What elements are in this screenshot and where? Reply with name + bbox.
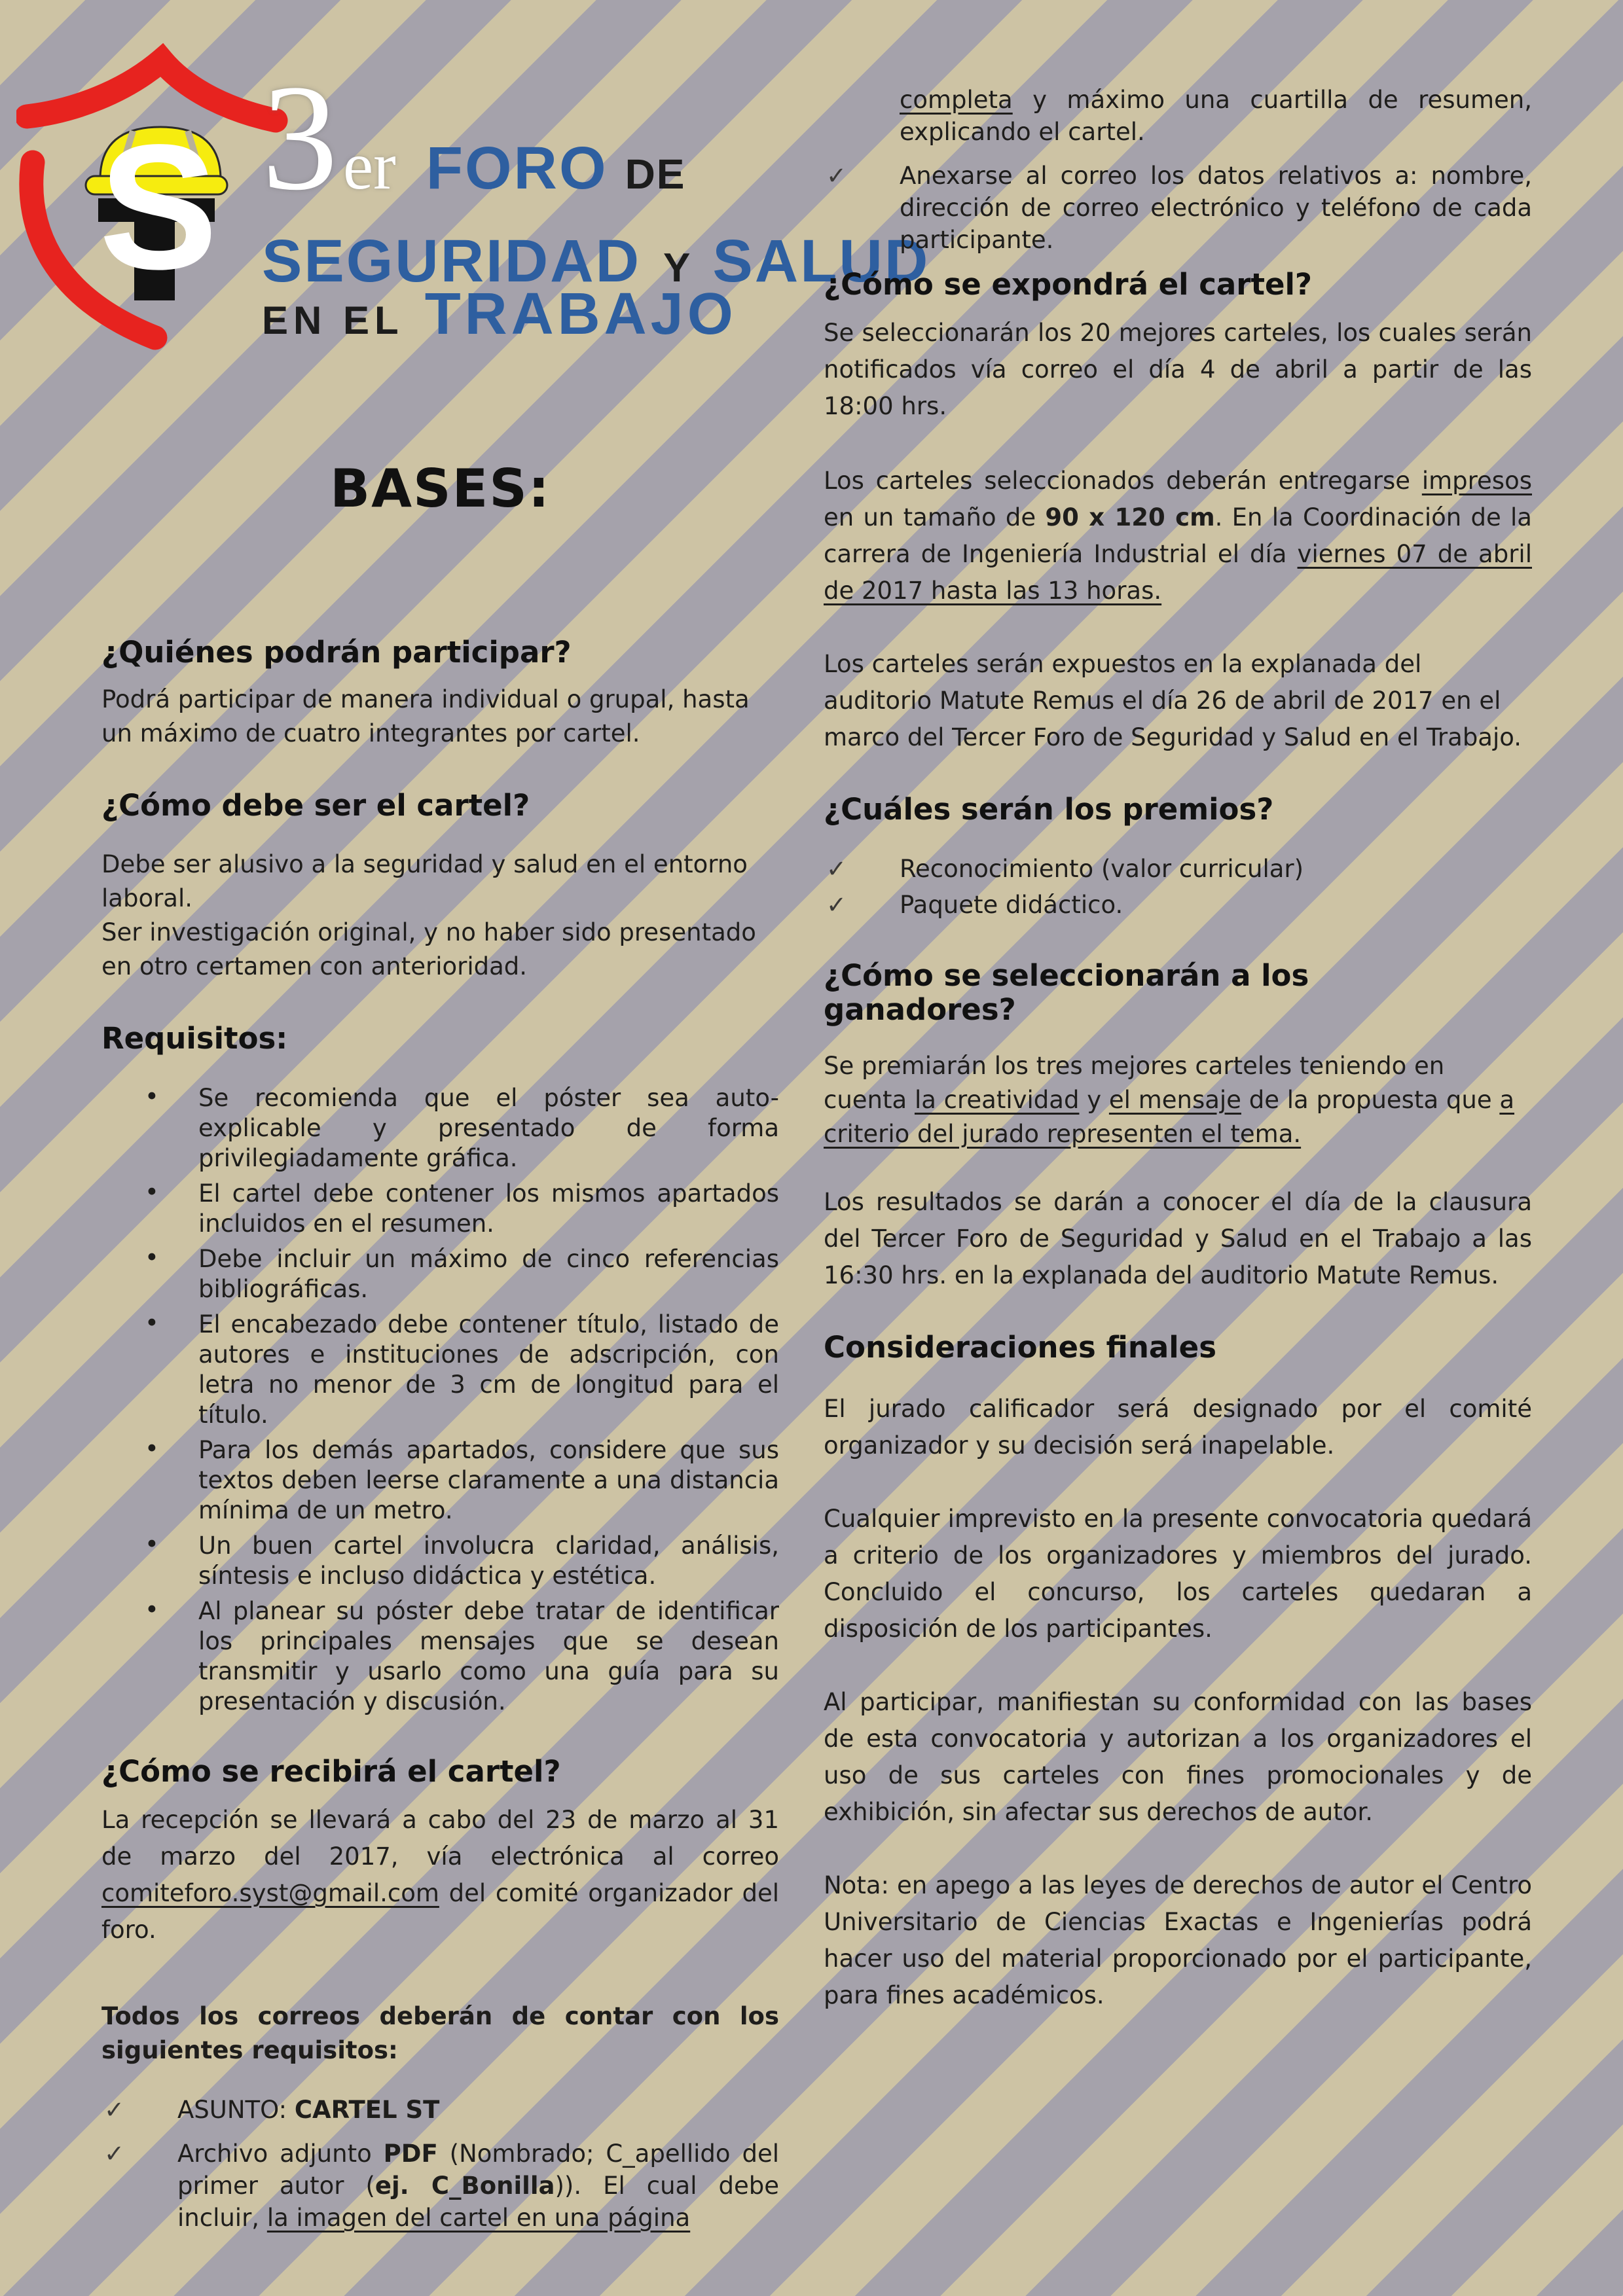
check-icon: ✓ (826, 855, 847, 883)
paragraph-investigacion: Ser investigación original, y no haber sido presentado en otro certamen con anterioridad. (101, 918, 756, 980)
bullet-text: El encabezado debe contener título, listado de autores e instituciones de adscripción, con letra no menor de 3 cm de longitud para el título. (198, 1310, 779, 1429)
check-text: Anexarse al correo los datos relativos a: nombre, dirección de correo electrónico y teléfono de cada participante. (900, 162, 1532, 254)
title-salud: SALUD (712, 228, 930, 295)
paragraph-alusivo: Debe ser alusivo a la seguridad y salud en el entorno laboral. (101, 850, 748, 912)
bullet-icon: • (145, 1596, 159, 1624)
paragraph-correos-intro: Todos los correos deberán de contar con los siguientes requisitos: (101, 2002, 779, 2064)
title-foro: FORO (426, 135, 608, 202)
bullet-icon: • (145, 1435, 159, 1463)
check-item (101, 2094, 779, 2126)
paragraph-jurado: El jurado calificador será designado por el comité organizador y su decisión será inapelable. (824, 1395, 1532, 1460)
check-text: completa y máximo una cuartilla de resumen, explicando el cartel. (900, 86, 1532, 146)
check-item (824, 160, 1532, 256)
bullet-text: Debe incluir un máximo de cinco referencias bibliográficas. (198, 1245, 779, 1303)
check-icon: ✓ (104, 2096, 125, 2124)
bases-title: BASES: (330, 458, 551, 519)
paragraph-recepcion: La recepción se llevará a cabo del 23 de marzo al 31 de marzo del 2017, vía electrónica al correo comiteforo.syst@gmail.com del comité organizador del foro. (101, 1806, 779, 1944)
adjunto-checklist-continuation (824, 84, 1532, 256)
paragraph-conformidad: Al participar, manifiestan su conformidad con las bases de esta convocatoria y autorizan a los organizadores el uso de sus carteles con fines promocionales y de exhibición, sin afectar sus derechos de autor. (824, 1688, 1532, 1826)
bullet-item (101, 1179, 779, 1239)
check-item (101, 2138, 779, 2234)
heading-requisitos: Requisitos: (101, 1021, 288, 1056)
paragraph-expuestos: Los carteles serán expuestos en la explanada del auditorio Matute Remus el día 26 de abril de 2017 en el marco del Tercer Foro de Seguridad y Salud en el Trabajo. (824, 650, 1522, 751)
bullet-icon: • (145, 1178, 159, 1206)
check-text: ASUNTO: CARTEL ST (177, 2096, 440, 2124)
title-de: DE (625, 151, 686, 198)
check-text: Reconocimiento (valor curricular) (900, 855, 1304, 883)
paragraph-resultados: Los resultados se darán a conocer el día de la clausura del Tercer Foro de Seguridad y Salud en el Trabajo a las 16:30 hrs. en la explanada del auditorio Matute Remus. (824, 1188, 1532, 1289)
bullet-text: Se recomienda que el póster sea auto-explicable y presentado de forma privilegiadamente gráfica. (198, 1084, 779, 1172)
heading-consideraciones: Consideraciones finales (824, 1330, 1216, 1365)
premios-checklist (824, 853, 1532, 921)
left-column (101, 458, 779, 2246)
paragraph-entrega-impresos: Los carteles seleccionados deberán entregarse impresos en un tamaño de 90 x 120 cm. En la Coordinación de la carrera de Ingeniería Industrial el día viernes 07 de abril de 2017 hasta las 13 horas. (824, 467, 1532, 605)
bullet-icon: • (145, 1309, 159, 1337)
bullet-item (101, 1244, 779, 1304)
title-en-el: EN EL (262, 298, 404, 342)
paragraph-quienes: Podrá participar de manera individual o grupal, hasta un máximo de cuatro integrantes por cartel. (101, 685, 750, 747)
paragraph-premiaran: Se premiarán los tres mejores carteles teniendo en cuenta la creatividad y el mensaje de la propuesta que a criterio del jurado representen el tema. (824, 1052, 1515, 1148)
check-icon: ✓ (104, 2140, 125, 2168)
bullet-text: Para los demás apartados, considere que sus textos deben leerse claramente a una distancia mínima de un metro. (198, 1436, 779, 1524)
heading-premios: ¿Cuáles serán los premios? (824, 792, 1274, 827)
heading-como-recibira: ¿Cómo se recibirá el cartel? (101, 1754, 561, 1789)
requisitos-list (101, 1083, 779, 1717)
check-item (824, 853, 1532, 885)
bullet-item (101, 1310, 779, 1430)
correos-checklist (101, 2094, 779, 2234)
title-seguridad: SEGURIDAD (262, 228, 642, 295)
bullet-text: El cartel debe contener los mismos apartados incluidos en el resumen. (198, 1179, 779, 1238)
title-number: 3 (262, 54, 338, 222)
letter-s: S (99, 107, 218, 306)
bullet-icon: • (145, 1083, 159, 1111)
title-y: Y (663, 245, 691, 291)
check-icon: ✓ (826, 891, 847, 919)
bullet-text: Un buen cartel involucra claridad, análisis, síntesis e incluso didáctica y estética. (198, 1532, 779, 1590)
check-item (824, 889, 1532, 921)
paragraph-seleccionaran-20: Se seleccionarán los 20 mejores carteles, los cuales serán notificados vía correo el día 4 de abril a partir de las 18:00 hrs. (824, 319, 1532, 420)
check-item-continuation (824, 84, 1532, 148)
heading-como-expondra: ¿Cómo se expondrá el cartel? (824, 267, 1313, 302)
check-text: Archivo adjunto PDF (Nombrado; C_apellido del primer autor (ej. C_Bonilla)). El cual debe incluir, la imagen del cartel en una página (177, 2140, 779, 2232)
bullet-icon: • (145, 1530, 159, 1558)
paragraph-imprevisto: Cualquier imprevisto en la presente convocatoria quedará a criterio de los organizadores y miembros del jurado. Concluido el concurso, los carteles quedaran a disposición de los participantes. (824, 1505, 1532, 1643)
bullet-item (101, 1083, 779, 1174)
bullet-item (101, 1435, 779, 1526)
bullet-item (101, 1531, 779, 1591)
paragraph-nota: Nota: en apego a las leyes de derechos de autor el Centro Universitario de Ciencias Exactas e Ingenierías podrá hacer uso del material proporcionado por el participante, para fines académicos. (824, 1871, 1532, 2009)
bullet-item (101, 1596, 779, 1717)
check-text: Paquete didáctico. (900, 891, 1123, 919)
bullet-icon: • (145, 1244, 159, 1272)
right-column (824, 84, 1532, 2051)
check-icon: ✓ (826, 162, 847, 190)
title-ordinal: er (343, 128, 396, 204)
bullet-text: Al planear su póster debe tratar de identificar los principales mensajes que se desean transmitir y usarlo como una guía para su presentación y discusión. (198, 1597, 779, 1715)
heading-ganadores: ¿Cómo se seleccionarán a los ganadores? (824, 958, 1309, 1027)
heading-quienes-participar: ¿Quiénes podrán participar? (101, 635, 572, 670)
title-trabajo: TRABAJO (424, 281, 737, 347)
heading-como-debe-ser: ¿Cómo debe ser el cartel? (101, 788, 530, 823)
